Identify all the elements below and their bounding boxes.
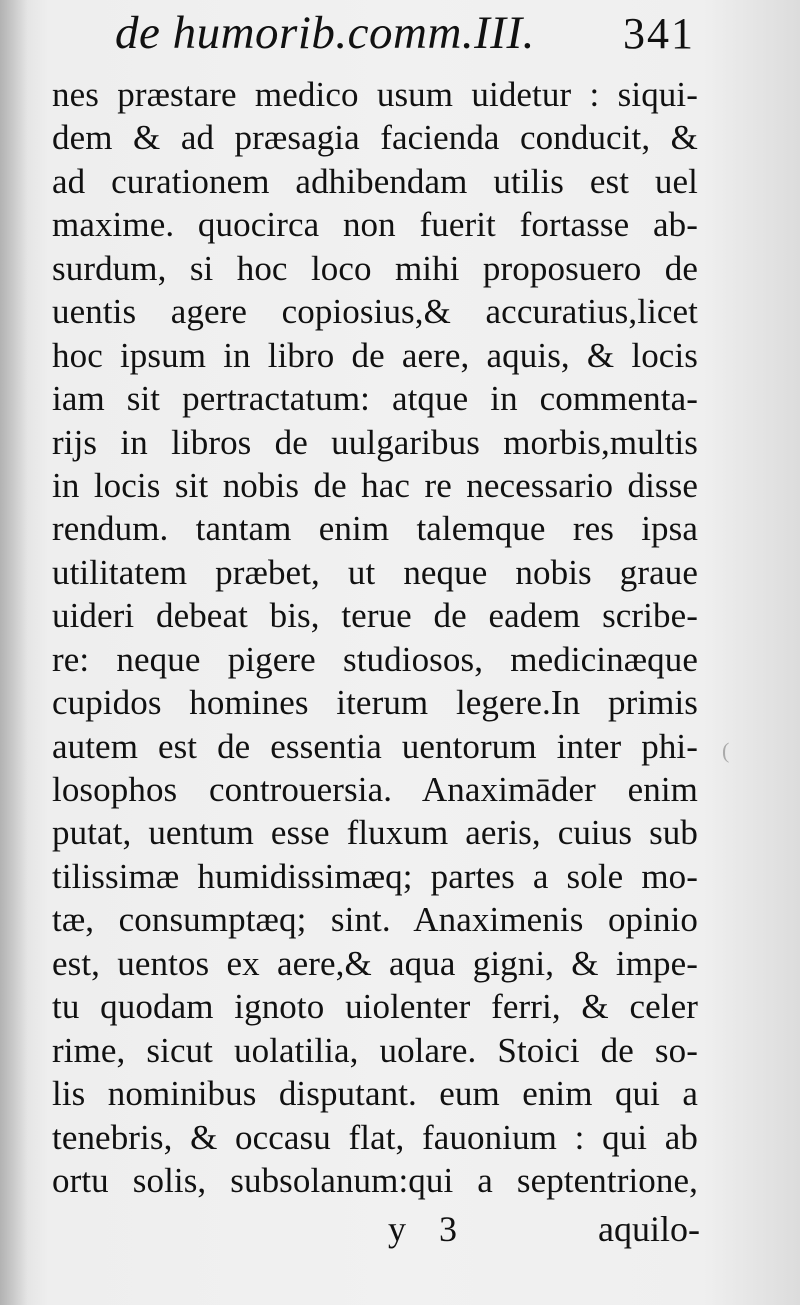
text-line: in locis sit nobis de hac re necessario disse xyxy=(52,465,698,505)
text-line: hoc ipsum in libro de aere, aquis, & locis xyxy=(52,335,698,375)
catchword: aquilo- xyxy=(598,1209,700,1249)
text-line: uideri debeat bis, terue de eadem scribe- xyxy=(52,596,698,636)
text-line: iam sit pertractatum: atque in commenta- xyxy=(52,379,698,419)
text-line: rendum. tantam enim talemque res ipsa xyxy=(52,509,698,549)
text-line: tu quodam ignoto uiolenter ferri, & celer xyxy=(52,987,698,1027)
page-header xyxy=(115,6,695,76)
body-text xyxy=(52,73,698,1202)
text-line: ortu solis, subsolanum:qui a septentrione, xyxy=(52,1160,698,1200)
text-line: est, uentos ex aere,& aqua gigni, & impe- xyxy=(52,943,698,983)
signature-mark: y 3 xyxy=(388,1209,469,1249)
text-line: lis nominibus disputant. eum enim qui a xyxy=(52,1074,698,1114)
text-line: tilissimæ humidissimæq; partes a sole mo- xyxy=(52,856,698,896)
margin-mark: ( xyxy=(722,738,730,763)
page-number: 341 xyxy=(623,9,695,58)
text-line: cupidos homines iterum legere.In primis xyxy=(52,683,698,723)
text-line: rime, sicut uolatilia, uolare. Stoici de so- xyxy=(52,1030,698,1070)
text-line: tæ, consumptæq; sint. Anaximenis opinio xyxy=(52,900,698,940)
text-line: rijs in libros de uulgaribus morbis,multis xyxy=(52,422,698,462)
page-footer xyxy=(388,1208,700,1258)
text-line: ad curationem adhibendam utilis est uel xyxy=(52,161,698,201)
text-line: uentis agere copiosius,& accuratius,licet xyxy=(52,292,698,332)
text-line: nes præstare medico usum uidetur : siqui- xyxy=(52,75,698,114)
text-line: maxime. quocirca non fuerit fortasse ab- xyxy=(52,205,698,245)
text-line: utilitatem præbet, ut neque nobis graue xyxy=(52,552,698,592)
page-gutter-shadow xyxy=(0,0,28,1305)
text-line: losophos controuersia. Anaximāder enim xyxy=(52,770,698,809)
text-line: tenebris, & occasu flat, fauonium : qui ab xyxy=(52,1117,698,1157)
text-line: putat, uentum esse fluxum aeris, cuius sub xyxy=(52,813,698,853)
text-line: autem est de essentia uentorum inter phi- xyxy=(52,726,698,766)
text-line: re: neque pigere studiosos, medicinæque xyxy=(52,639,698,679)
text-line: surdum, si hoc loco mihi proposuero de xyxy=(52,248,698,288)
text-line: dem & ad præsagia facienda conducit, & xyxy=(52,118,698,158)
running-title: de humorib.comm.III. xyxy=(115,7,535,59)
